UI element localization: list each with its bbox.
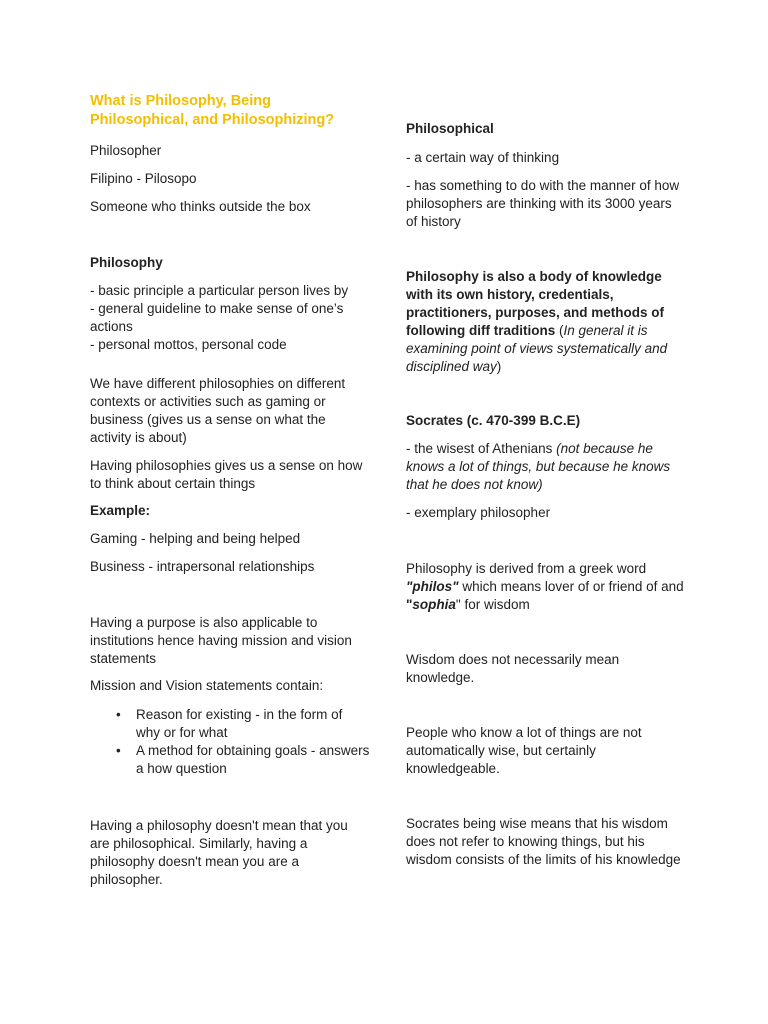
- exemplary-text: - exemplary philosopher: [406, 505, 551, 520]
- mission-list: [90, 706, 370, 778]
- body-italic: In general it is examining point of views systematically and disciplined way: [406, 323, 668, 374]
- list-item: • Reason for existing - in the form of why or for what: [136, 706, 370, 742]
- certain-way-text: - a certain way of thinking: [406, 150, 560, 165]
- socrates-heading: Socrates (c. 470-399 B.C.E): [406, 413, 581, 428]
- sophia-quote: ": [455, 597, 461, 612]
- mission-intro: Mission and Vision statements contain:: [90, 678, 324, 693]
- body-of-knowledge-text: [406, 268, 686, 376]
- filipino-text: Filipino - Pilosopo: [90, 171, 197, 186]
- philosophy-line: - basic principle a particular person lives by: [90, 283, 349, 298]
- philosophy-definition: [90, 282, 370, 354]
- gaming-example: Gaming - helping and being helped: [90, 531, 301, 546]
- sophia-quote: ": [406, 597, 413, 612]
- derived-part: for wisdom: [460, 597, 530, 612]
- derived-part: Philosophy is derived from a greek word: [406, 561, 647, 576]
- body-close: ): [496, 359, 502, 374]
- derived-text: [406, 560, 686, 614]
- body-open: (: [555, 323, 564, 338]
- philosophy-line: - personal mottos, personal code: [90, 337, 287, 352]
- wisest-text: [406, 440, 686, 494]
- different-philosophies-text: We have different philosophies on different contexts or activities such as gaming or business (gives us a sense on what the activity is about): [90, 376, 346, 445]
- philosophy-line: - general guideline to make sense of one’s actions: [90, 301, 344, 334]
- derived-part: which means lover of or friend of and: [458, 579, 684, 594]
- sophia-word: sophia: [412, 597, 456, 612]
- philosophy-heading: Philosophy: [90, 255, 163, 270]
- wisest-plain: - the wisest of Athenians: [406, 441, 557, 456]
- example-heading: Example:: [90, 503, 151, 518]
- philosopher-text: Philosopher: [90, 143, 162, 158]
- body-bold: Philosophy is also a body of knowledge with its own history, credentials, practitioners, purposes, and methods of following diff traditions: [406, 269, 665, 338]
- closing-text: Having a philosophy doesn't mean that you are philosophical. Similarly, having a philosophy doesn't mean you are a philosopher.: [90, 818, 348, 887]
- outside-box-text: Someone who thinks outside the box: [90, 199, 311, 214]
- having-philosophies-text: Having philosophies gives us a sense on how to think about certain things: [90, 458, 363, 491]
- document-title: What is Philosophy, Being Philosophical, and Philosophizing?: [90, 93, 335, 128]
- people-text: People who know a lot of things are not automatically wise, but certainly knowledgeable.: [406, 725, 642, 776]
- philosophical-heading: Philosophical: [406, 121, 494, 136]
- manner-text: - has something to do with the manner of how philosophers are thinking with its 3000 years of history: [406, 178, 680, 229]
- wisdom-text: Wisdom does not necessarily mean knowledge.: [406, 652, 620, 685]
- business-example: Business - intrapersonal relationships: [90, 559, 315, 574]
- socrates-wise-text: Socrates being wise means that his wisdom does not refer to knowing things, but his wisdom consists of the limits of his knowledge: [406, 816, 681, 867]
- list-item: • A method for obtaining goals - answers a how question: [136, 742, 370, 778]
- purpose-text: Having a purpose is also applicable to institutions hence having mission and vision statements: [90, 615, 352, 666]
- wisest-italic: (not because he knows a lot of things, but because he knows that he does not know): [406, 441, 671, 492]
- philos-word: "philos": [406, 579, 459, 594]
